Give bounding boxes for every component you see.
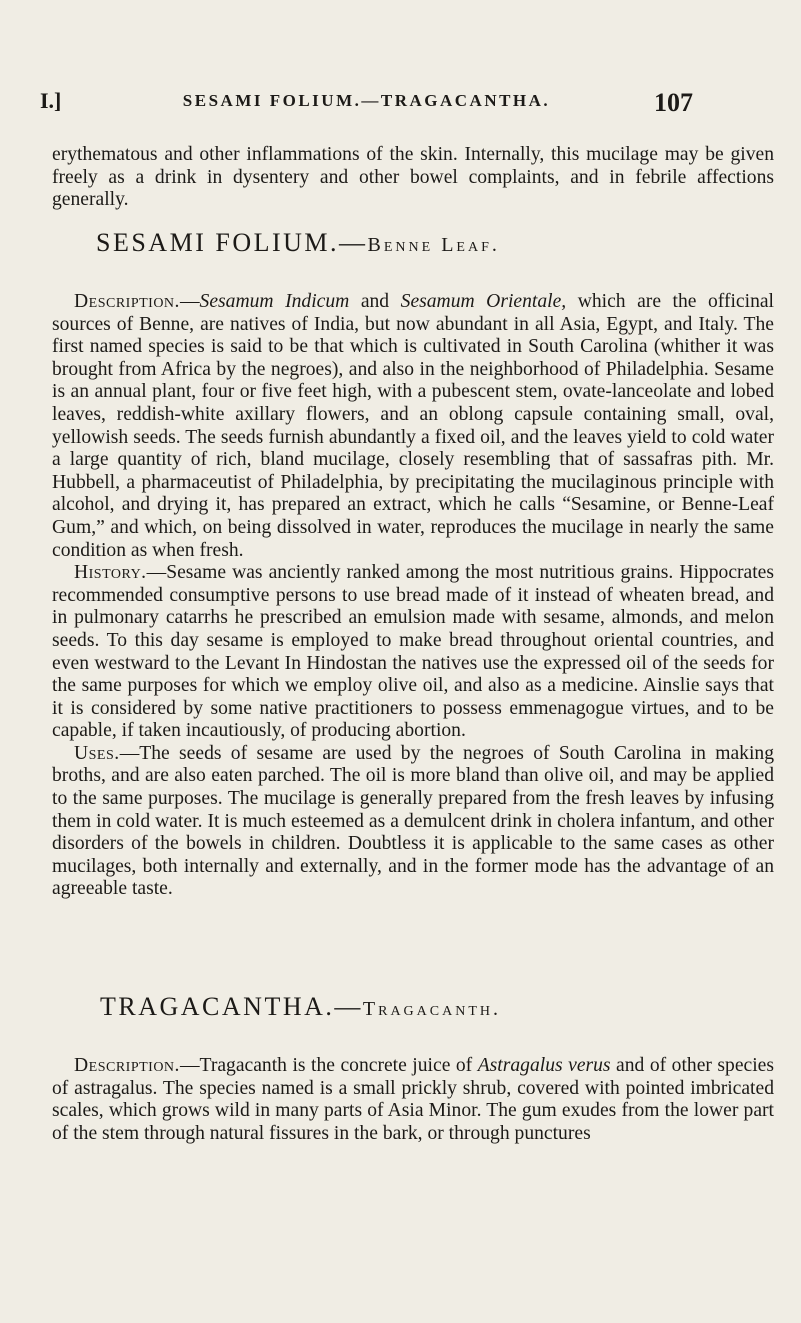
description-paragraph [52, 291, 774, 562]
species-name: Sesamum Indicum [199, 291, 350, 312]
description-label: Description. [74, 1055, 180, 1076]
history-label: History. [74, 562, 147, 584]
page-number: 107 [654, 88, 693, 117]
description-label: Description. [74, 291, 180, 312]
intro-paragraph [52, 144, 774, 212]
uses-label: Uses. [74, 742, 120, 764]
description-lead: —Tragacanth is the concrete juice of [179, 1055, 478, 1076]
species-name: Astragalus verus [477, 1055, 611, 1076]
section-title-tragacantha [100, 992, 770, 1022]
uses-text: —The seeds of sesame are used by the negroes of South Carolina in making broths, and are also eaten parched. The oil is more bland than olive oil, and may be applied to the same purposes. The mucilage is generally prepared from the fresh leaves by infusing them in cold water. It is much esteemed as a demulcent drink in cholera infantum, and other disorders of the bowels in children. Doubtless it is applicable to the same cases as other mucilages, both internally and externally, and in the former mode has the advantage of an agreeable taste. [52, 742, 774, 900]
title-latin: TRAGACANTHA.— [100, 992, 363, 1021]
section-body-sesami [52, 291, 774, 901]
title-english: Tragacanth. [362, 998, 501, 1020]
description-paragraph [52, 1055, 774, 1145]
description-text: and of other species of astragalus. The species named is a small prickly shrub, covered with pointed imbricated scales, which grows wild in many parts of Asia Minor. The gum exudes from the lower part of the stem through natural fissures in the bark, or through punctures [52, 1055, 774, 1144]
history-paragraph [52, 562, 774, 743]
chapter-marker: I.] [40, 88, 62, 113]
title-english: Benne Leaf. [367, 234, 500, 256]
running-head [40, 88, 693, 118]
description-text: which are the officinal sources of Benne, are natives of India, but now abundant in all Asia, Egypt, and Italy. The first named species is said to be that which is cultivated in South Carolina (whither it was brought from Africa by the negroes), and also in the neighborhood of Philadelphia. Sesame is an annual plant, four or five feet high, with a pubescent stem, ovate-lanceolate and lobed leaves, reddish-white axillary flowers, and an oblong capsule containing small, oval, yellowish seeds. The seeds furnish abundantly a fixed oil, and the leaves yield to cold water a large quantity of rich, bland mucilage, closely resembling that of sassafras pith. Mr. Hubbell, a pharmaceutist of Philadelphia, by precipitating the mucilaginous principle with alcohol, and drying it, has prepared an extract, which he calls “Sesamine, or Benne-Leaf Gum,” and which, on being dissolved in water, reproduces the mucilage in nearly the same condition as when fresh. [52, 291, 775, 561]
intro-text: erythematous and other inflammations of the skin. Internally, this mucilage may be given freely as a drink in dysentery and other bowel complaints, and in febrile affections generally. [52, 144, 774, 211]
title-latin: SESAMI FOLIUM.— [96, 228, 368, 257]
section-title-sesami [96, 228, 766, 258]
history-text: —Sesame was anciently ranked among the most nutritious grains. Hippocrates recommended consumptive persons to use bread made of it instead of wheaten bread, and in pulmonary catarrhs he prescribed an emulsion made with sesame, almonds, and melon seeds. To this day sesame is employed to make bread throughout oriental countries, and even westward to the Levant In Hindostan the natives use the expressed oil of the seeds for the same purposes for which we employ olive oil, and also as a medicine. Ainslie says that it is considered by some native practitioners to possess emmenagogue virtues, and to be capable, if taken incautiously, of producing abortion. [52, 562, 774, 742]
conjunction: and [349, 291, 401, 312]
section-body-tragacantha [52, 1055, 774, 1145]
uses-paragraph [52, 743, 774, 901]
running-title: SESAMI FOLIUM.—TRAGACANTHA. [182, 91, 551, 110]
species-name-2: Sesamum Orientale, [400, 291, 567, 312]
description-dash: — [179, 291, 200, 312]
